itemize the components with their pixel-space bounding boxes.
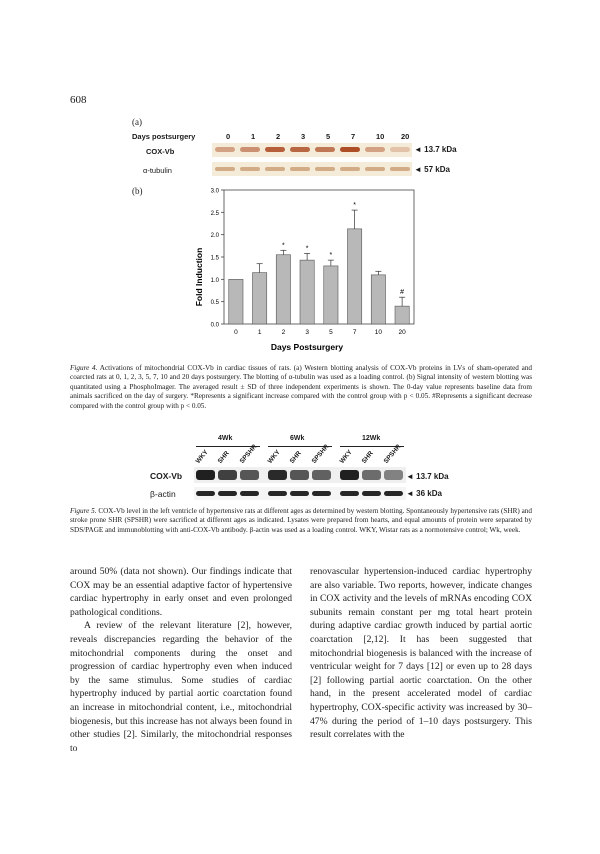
cox-vb-band [240, 147, 260, 152]
chart-significance-marker: * [329, 252, 333, 260]
figure5-caption-text: COX-Vb level in the left ventricle of hypertensive rats at different ages as determined by western blotting. Spontaneously hypertensive rats (SHR) and stroke prone SHR (SPSHR) were sacrificed at different ages as indicated. Lysates were prepared from hearts, and equal amounts of protein were separated by SDS/PAGE and immunoblotting with anti-COX-Vb antibody. β-actin was used as a loading control. WKY, Wistar rats as a normotensive control; Wk, week. [70, 507, 532, 534]
body-right-paragraph-1: renovascular hypertension-induced cardiac hypertrophy are also variable. Two reports, however, indicate changes in COX activity and the levels of mRNAs encoding COX subunits remain constant per mg total heart protein during adaptive cardiac growth induced by partial aortic coarctation [2,12]. It has been suggested that mitochondrial biogenesis is balanced with the increase of ventricular weight for 7 days [12] or even up to 28 days [2] following partial aortic coarctation. On the other hand, in the present accelerated model of cardiac hypertrophy, COX-specific activity was increased by 30–47% during the period of 1–10 days postsurgery. This result correlates with the [310, 566, 532, 741]
body-left-column [70, 565, 292, 755]
chart-y-tick-label: 1.5 [210, 255, 219, 262]
tubulin-blot-strip [212, 162, 412, 176]
tubulin-band [340, 167, 360, 171]
chart-x-tick-label: 3 [305, 329, 309, 336]
figure5-actin-band [340, 491, 359, 496]
figure5-cox-vb-band [268, 470, 287, 480]
chart-x-tick-label: 2 [281, 329, 286, 336]
page-number: 608 [70, 94, 87, 106]
chart-bar [300, 260, 314, 324]
figure5-cox-vb-kda-label: 13.7 kDa [416, 472, 449, 481]
body-left-paragraph-1: around 50% (data not shown). Our findings indicate that COX may be an essential adaptive factor of hypertensive cardiac hypertrophy in early onset and even prolonged pathological conditions. [70, 566, 292, 618]
cox-vb-band [265, 147, 285, 152]
chart-x-tick-label: 20 [398, 329, 406, 336]
cox-vb-band [215, 147, 235, 152]
chart-significance-marker: * [353, 202, 356, 210]
figure5-lane-label: SHR [216, 449, 231, 465]
figure5-actin-blot-strip [194, 487, 406, 500]
figure5-caption [70, 507, 532, 535]
tubulin-band [265, 167, 285, 171]
blot-day-label: 2 [276, 132, 281, 141]
figure4-caption [70, 364, 532, 411]
chart-y-axis-label: Fold Induction [194, 247, 204, 307]
body-left-paragraph-2: A review of the relevant literature [2], however, reveals discrepancies regarding the behavior of the mitochondrial components during the onset and progression of cardiac hypertrophy even when induced by the same stimulus. Some studies of cardiac hypertrophy induced by partial aortic coarctation found an increase in mitochondrial content, i.e., mitochondrial biogenesis, but this increase has not always been found in other studies [2]. Similarly, the mitochondrial responses to [70, 620, 292, 754]
figure5-lane-label: SPSHR [382, 443, 403, 465]
figure5-lane-label: WKY [338, 448, 354, 465]
chart-x-axis-label: Days Postsurgery [270, 342, 344, 352]
cox-vb-band [290, 147, 310, 152]
blot-day-label: 1 [251, 132, 256, 141]
cox-vb-kda-marker: ◄ 13.7 kDa [414, 145, 457, 154]
figure5-actin-band [218, 491, 237, 496]
blot-day-label: 7 [351, 132, 356, 141]
figure5-lane-label: WKY [266, 448, 282, 465]
chart-y-tick-label: 0.0 [210, 322, 219, 329]
panel-b-label: (b) [132, 186, 143, 196]
blot-day-label: 5 [326, 132, 331, 141]
figure5-cox-vb-kda-marker: ◄ 13.7 kDa [406, 472, 449, 481]
blot-day-label: 3 [301, 132, 306, 141]
chart-bar [348, 229, 362, 324]
blot-day-label: 0 [226, 132, 231, 141]
cox-vb-band [390, 147, 410, 152]
figure5-group-label: 6Wk [290, 435, 305, 442]
figure5-group-label: 12Wk [362, 435, 381, 442]
cox-vb-row-label: COX-Vb [146, 147, 175, 156]
chart-y-tick-label: 3.0 [210, 188, 219, 195]
figure5-actin-band [312, 491, 331, 496]
figure5-actin-band [240, 491, 259, 496]
chart-bar [253, 273, 267, 324]
figure5-cox-vb-band [340, 470, 359, 480]
figure5-cox-vb-band [240, 470, 259, 480]
chart-x-tick-label: 7 [352, 329, 357, 336]
tubulin-band [390, 167, 410, 171]
cox-vb-blot-strip [212, 143, 412, 157]
tubulin-kda-marker: ◄ 57 kDa [414, 165, 450, 174]
cox-vb-kda-label: 13.7 kDa [424, 145, 457, 154]
figure4-caption-text: Activations of mitochondrial COX-Vb in cardiac tissues of rats. (a) Western blotting analysis of COX-Vb proteins in LVs of sham-operated and coarcted rats at 0, 1, 2, 3, 5, 7, 10 and 20 days postsurgery. The blotting of α-tubulin was used as a loading control. (b) Signal intensity of western blotting was quantitated using a PhosphoImager. The averaged result ± SD of three independent experiments is shown. The 0-day value represents baseline data from animals sacrificed on the day of surgery. *Represents a significant increase compared with the control group with p < 0.05. #Represents a significant decrease compared with the control group with p < 0.05. [70, 364, 533, 410]
chart-bar [229, 279, 243, 324]
cox-vb-band [315, 147, 335, 152]
figure5-actin-band [384, 491, 403, 496]
figure5-cox-vb-band [218, 470, 237, 480]
blot-day-label: 20 [401, 132, 410, 141]
figure5-group-label: 4Wk [218, 435, 233, 442]
figure5-cox-vb-band [384, 470, 403, 480]
figure5-actin-row-label: β-actin [150, 489, 176, 499]
figure5-lane-label: SPSHR [310, 443, 331, 465]
figure5-lane-label: SPSHR [238, 443, 259, 465]
figure5-actin-band [196, 491, 215, 496]
chart-y-tick-label: 0.5 [210, 300, 219, 307]
figure5-cox-vb-band [312, 470, 331, 480]
figure5-cox-vb-row-label: COX-Vb [150, 471, 183, 481]
figure5-lane-label: WKY [194, 448, 210, 465]
panel-a-label: (a) [132, 117, 142, 127]
figure5-cox-vb-blot-strip [194, 467, 406, 483]
figure5-cox-vb-band [290, 470, 309, 480]
days-postsurgery-label: Days postsurgery [132, 132, 196, 141]
tubulin-kda-label: 57 kDa [424, 165, 450, 174]
chart-bar [276, 255, 290, 324]
chart-x-tick-label: 10 [374, 329, 382, 336]
chart-x-tick-label: 1 [257, 329, 262, 336]
chart-y-tick-label: 2.0 [210, 233, 219, 240]
chart-y-tick-label: 2.5 [210, 210, 219, 217]
figure5-cox-vb-band [362, 470, 381, 480]
tubulin-band [315, 167, 335, 171]
tubulin-band [290, 167, 310, 171]
figure4-caption-label: Figure 4. [70, 364, 98, 372]
figure5-lane-label: SHR [360, 449, 375, 465]
chart-significance-marker: * [305, 245, 309, 253]
body-right-column [310, 565, 532, 742]
tubulin-band [215, 167, 235, 171]
tubulin-band [240, 167, 260, 171]
figure5-lane-label: SHR [288, 449, 303, 465]
chart-bar [371, 275, 385, 324]
chart-significance-marker: # [400, 289, 405, 297]
figure5-actin-kda-marker: ◄ 36 kDa [406, 489, 442, 498]
chart-y-tick-label: 1.0 [210, 277, 219, 284]
fold-induction-bar-chart [180, 182, 420, 360]
tubulin-band [365, 167, 385, 171]
figure5-actin-band [268, 491, 287, 496]
figure5-caption-label: Figure 5. [70, 507, 97, 515]
tubulin-row-label: α-tubulin [143, 166, 172, 175]
blot-day-label: 10 [376, 132, 385, 141]
chart-bar [395, 306, 409, 324]
chart-bar [324, 266, 338, 324]
figure5-actin-band [290, 491, 309, 496]
figure5-actin-kda-label: 36 kDa [416, 489, 442, 498]
cox-vb-band [340, 147, 360, 152]
chart-x-tick-label: 5 [329, 329, 333, 336]
figure5-cox-vb-band [196, 470, 215, 480]
figure5-actin-band [362, 491, 381, 496]
chart-significance-marker: * [282, 242, 285, 250]
chart-x-tick-label: 0 [234, 329, 238, 336]
cox-vb-band [365, 147, 385, 152]
